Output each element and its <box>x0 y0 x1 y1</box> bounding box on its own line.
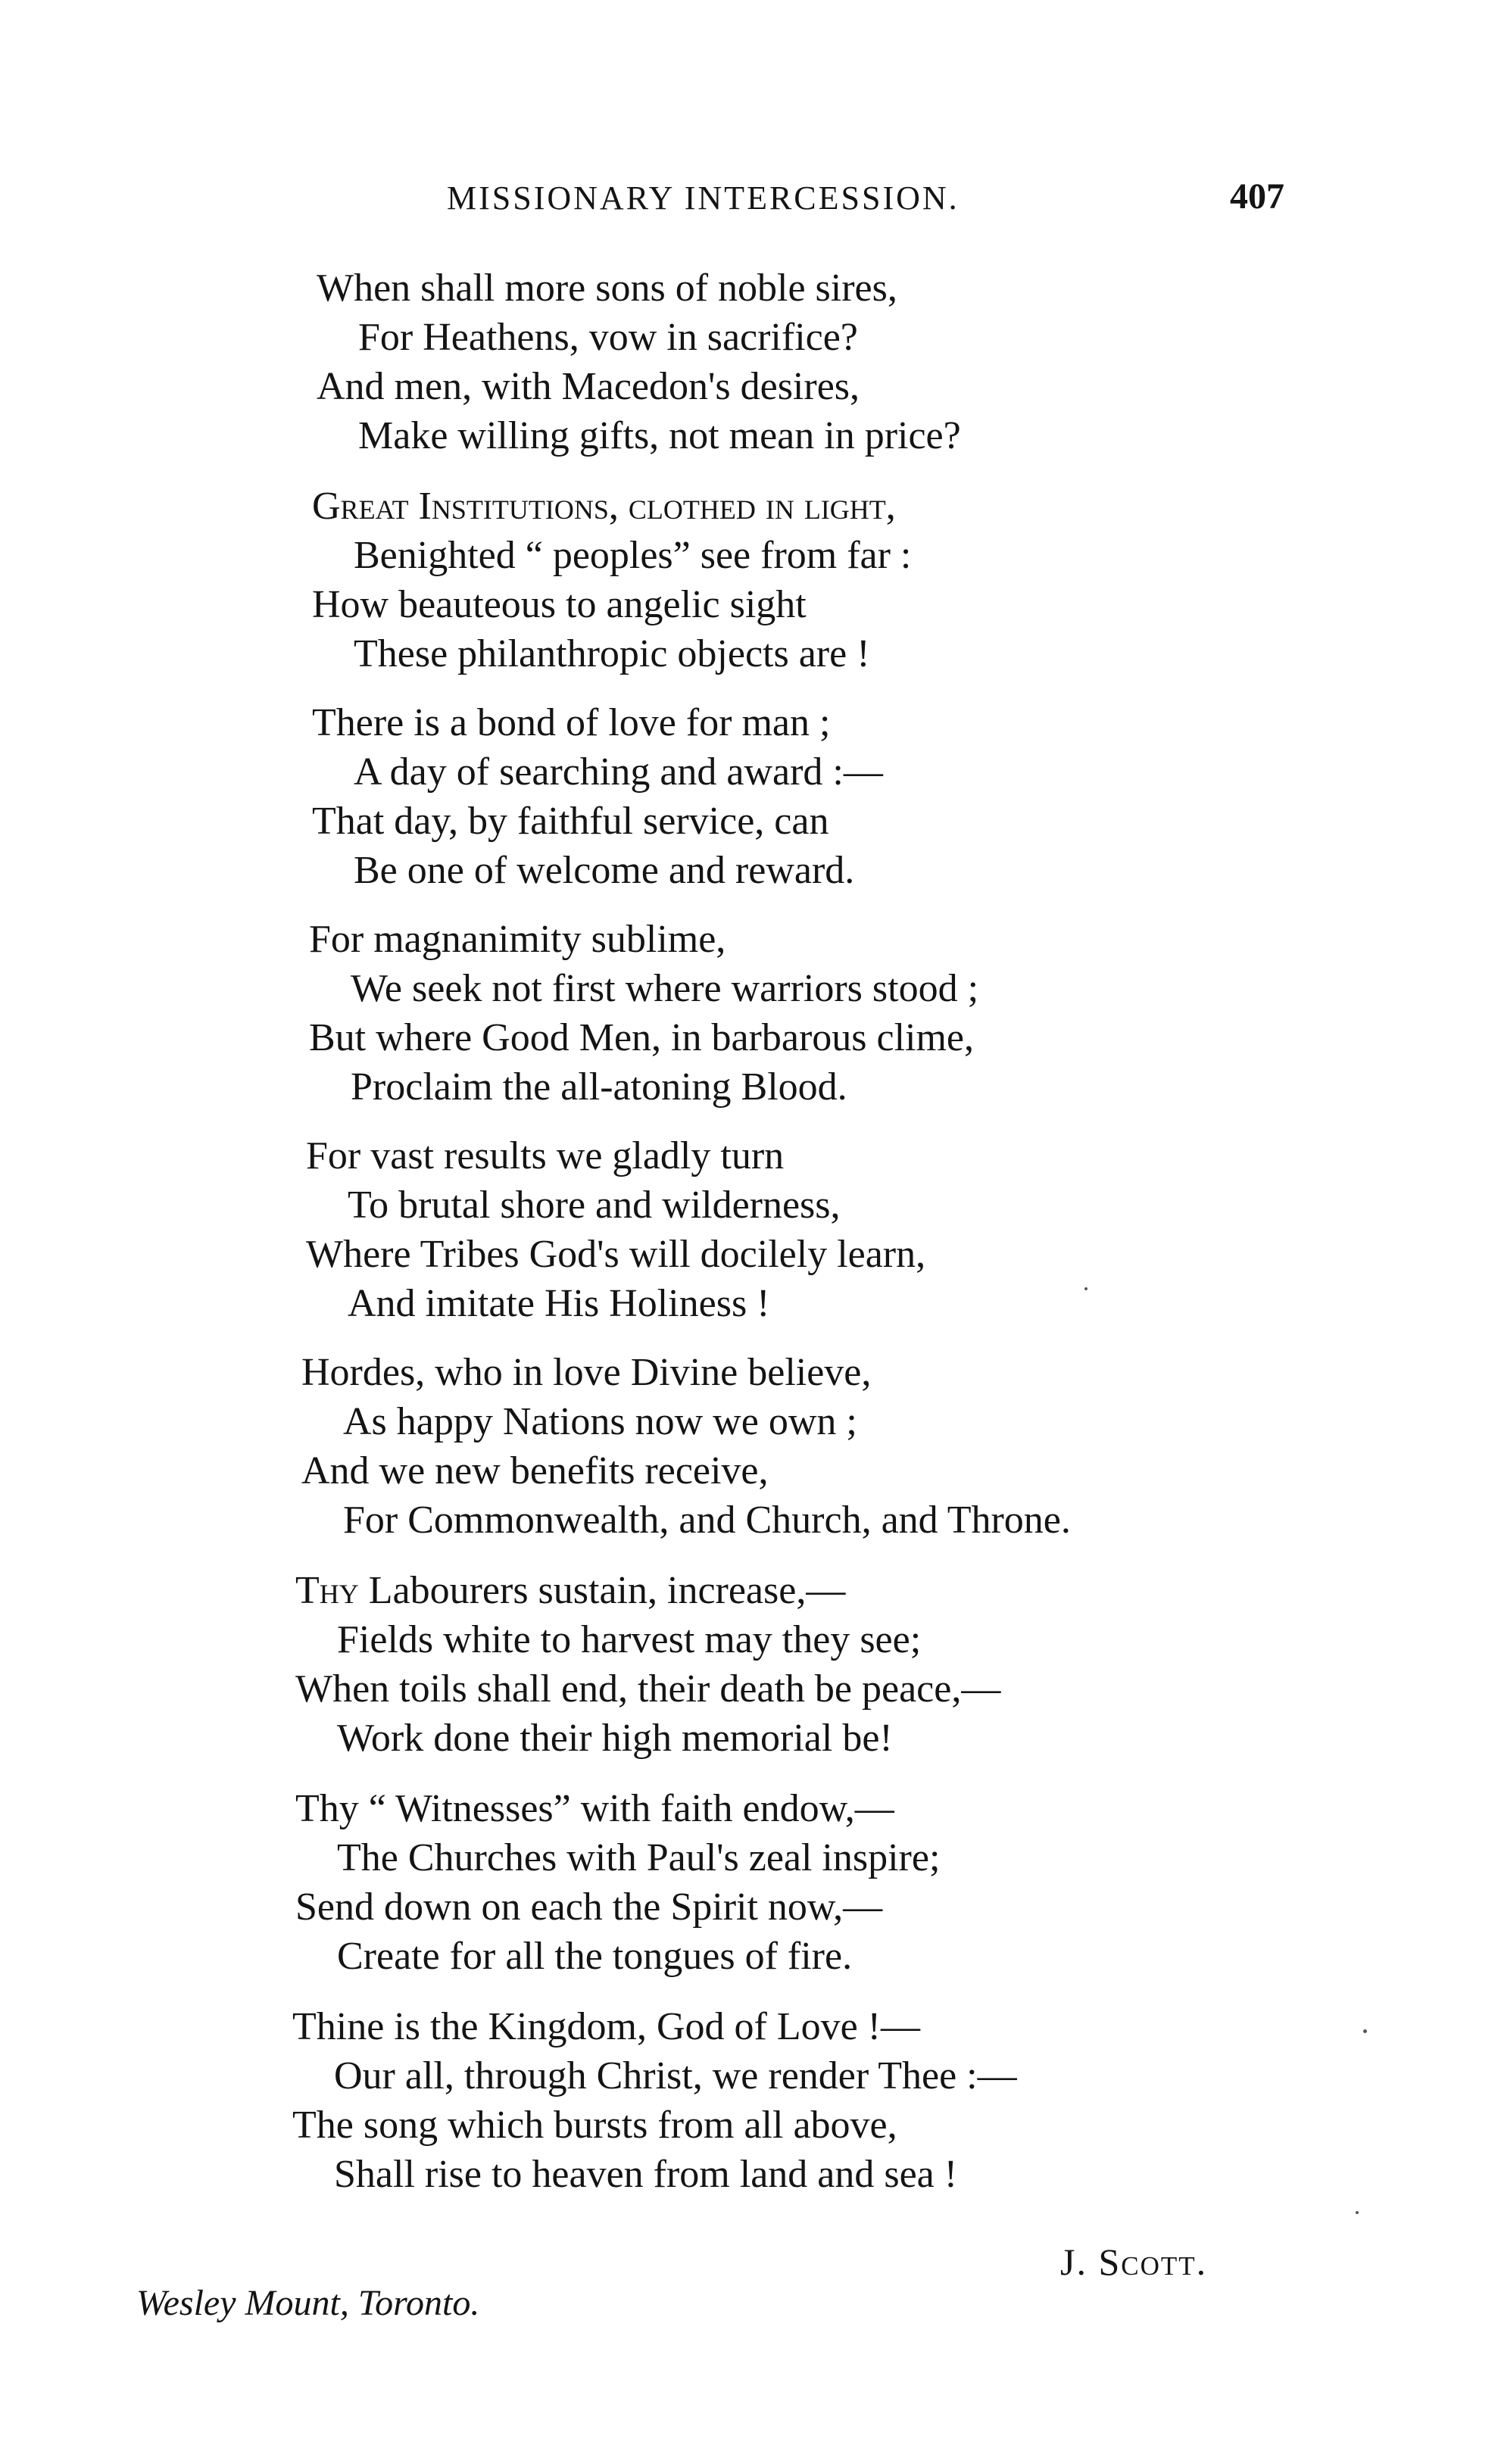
poem-line: When shall more sons of noble sires, <box>317 267 897 310</box>
poem-line-rest: Labourers sustain, increase,— <box>368 1569 846 1612</box>
poem-line: For Commonwealth, and Church, and Throne. <box>343 1499 1071 1542</box>
poem-line: Be one of welcome and reward. <box>354 849 855 892</box>
poem-line: For Heathens, vow in sacrifice? <box>358 316 858 359</box>
poem-line: A day of searching and award :— <box>354 750 883 794</box>
poem-line: The song which bursts from all above, <box>292 2104 897 2147</box>
poem-line: Send down on each the Spirit now,— <box>295 1885 883 1929</box>
print-speck <box>1084 1287 1088 1290</box>
poem-line: There is a bond of love for man ; <box>312 701 831 744</box>
poem-line: These philanthropic objects are ! <box>354 632 870 675</box>
print-speck <box>1356 2211 1359 2214</box>
stanza-5 <box>306 1131 925 1328</box>
stanza-2 <box>312 482 911 678</box>
poem-line: The Churches with Paul's zeal inspire; <box>337 1836 941 1879</box>
poem-line: As happy Nations now we own ; <box>343 1400 857 1443</box>
poem-line: That day, by faithful service, can <box>312 800 829 843</box>
poem-line: How beauteous to angelic sight <box>312 583 807 626</box>
poem-line: Fields white to harvest may they see; <box>337 1618 922 1661</box>
poem-line: To brutal shore and wilderness, <box>348 1184 841 1227</box>
poem-line: Shall rise to heaven from land and sea ! <box>334 2153 958 2196</box>
stanza-4 <box>309 915 978 1112</box>
poem-line: Make willing gifts, not mean in price? <box>358 414 961 457</box>
poem-line: And men, with Macedon's desires, <box>317 365 860 408</box>
poem-line <box>295 1566 1000 1615</box>
poem-line: And imitate His Holiness ! <box>348 1282 770 1325</box>
poem-line: Great Institutions, clothed in light, <box>312 485 896 528</box>
poem-line: Create for all the tongues of fire. <box>337 1935 853 1978</box>
page-number: 407 <box>1230 176 1284 217</box>
poem-line: We seek not first where warriors stood ; <box>351 967 979 1010</box>
poem-line: Proclaim the all-atoning Blood. <box>351 1065 847 1109</box>
poem-line: But where Good Men, in barbarous clime, <box>309 1016 975 1059</box>
poem-line: Work done their high memorial be! <box>337 1717 893 1760</box>
poem-line: Thy “ Witnesses” with faith endow,— <box>295 1787 894 1830</box>
poem-line: Benighted “ peoples” see from far : <box>354 534 912 577</box>
poem-line: Our all, through Christ, we render Thee :— <box>334 2054 1017 2098</box>
thy-small-caps: Thy <box>295 1569 359 1612</box>
stanza-6 <box>301 1348 1071 1545</box>
stanza-1 <box>317 264 961 460</box>
poem-line: Where Tribes God's will docilely learn, <box>306 1233 926 1276</box>
stanza-8 <box>295 1784 940 1981</box>
place-line: Wesley Mount, Toronto. <box>136 2283 480 2323</box>
stanza-3 <box>312 698 883 895</box>
poem-line: Thine is the Kingdom, God of Love !— <box>292 2005 920 2048</box>
poem-line: And we new benefits receive, <box>301 1449 769 1492</box>
poem-line: Hordes, who in love Divine believe, <box>301 1351 872 1394</box>
poem-line: For magnanimity sublime, <box>309 918 726 961</box>
stanza-7 <box>295 1566 1000 1763</box>
poem-line: When toils shall end, their death be peace,— <box>295 1667 1001 1711</box>
poem-line: For vast results we gladly turn <box>306 1134 785 1177</box>
print-speck <box>1363 2029 1367 2033</box>
author-signature: J. Scott. <box>1060 2241 1208 2283</box>
stanza-9 <box>292 2002 1017 2199</box>
running-title: MISSIONARY INTERCESSION. <box>447 179 960 217</box>
